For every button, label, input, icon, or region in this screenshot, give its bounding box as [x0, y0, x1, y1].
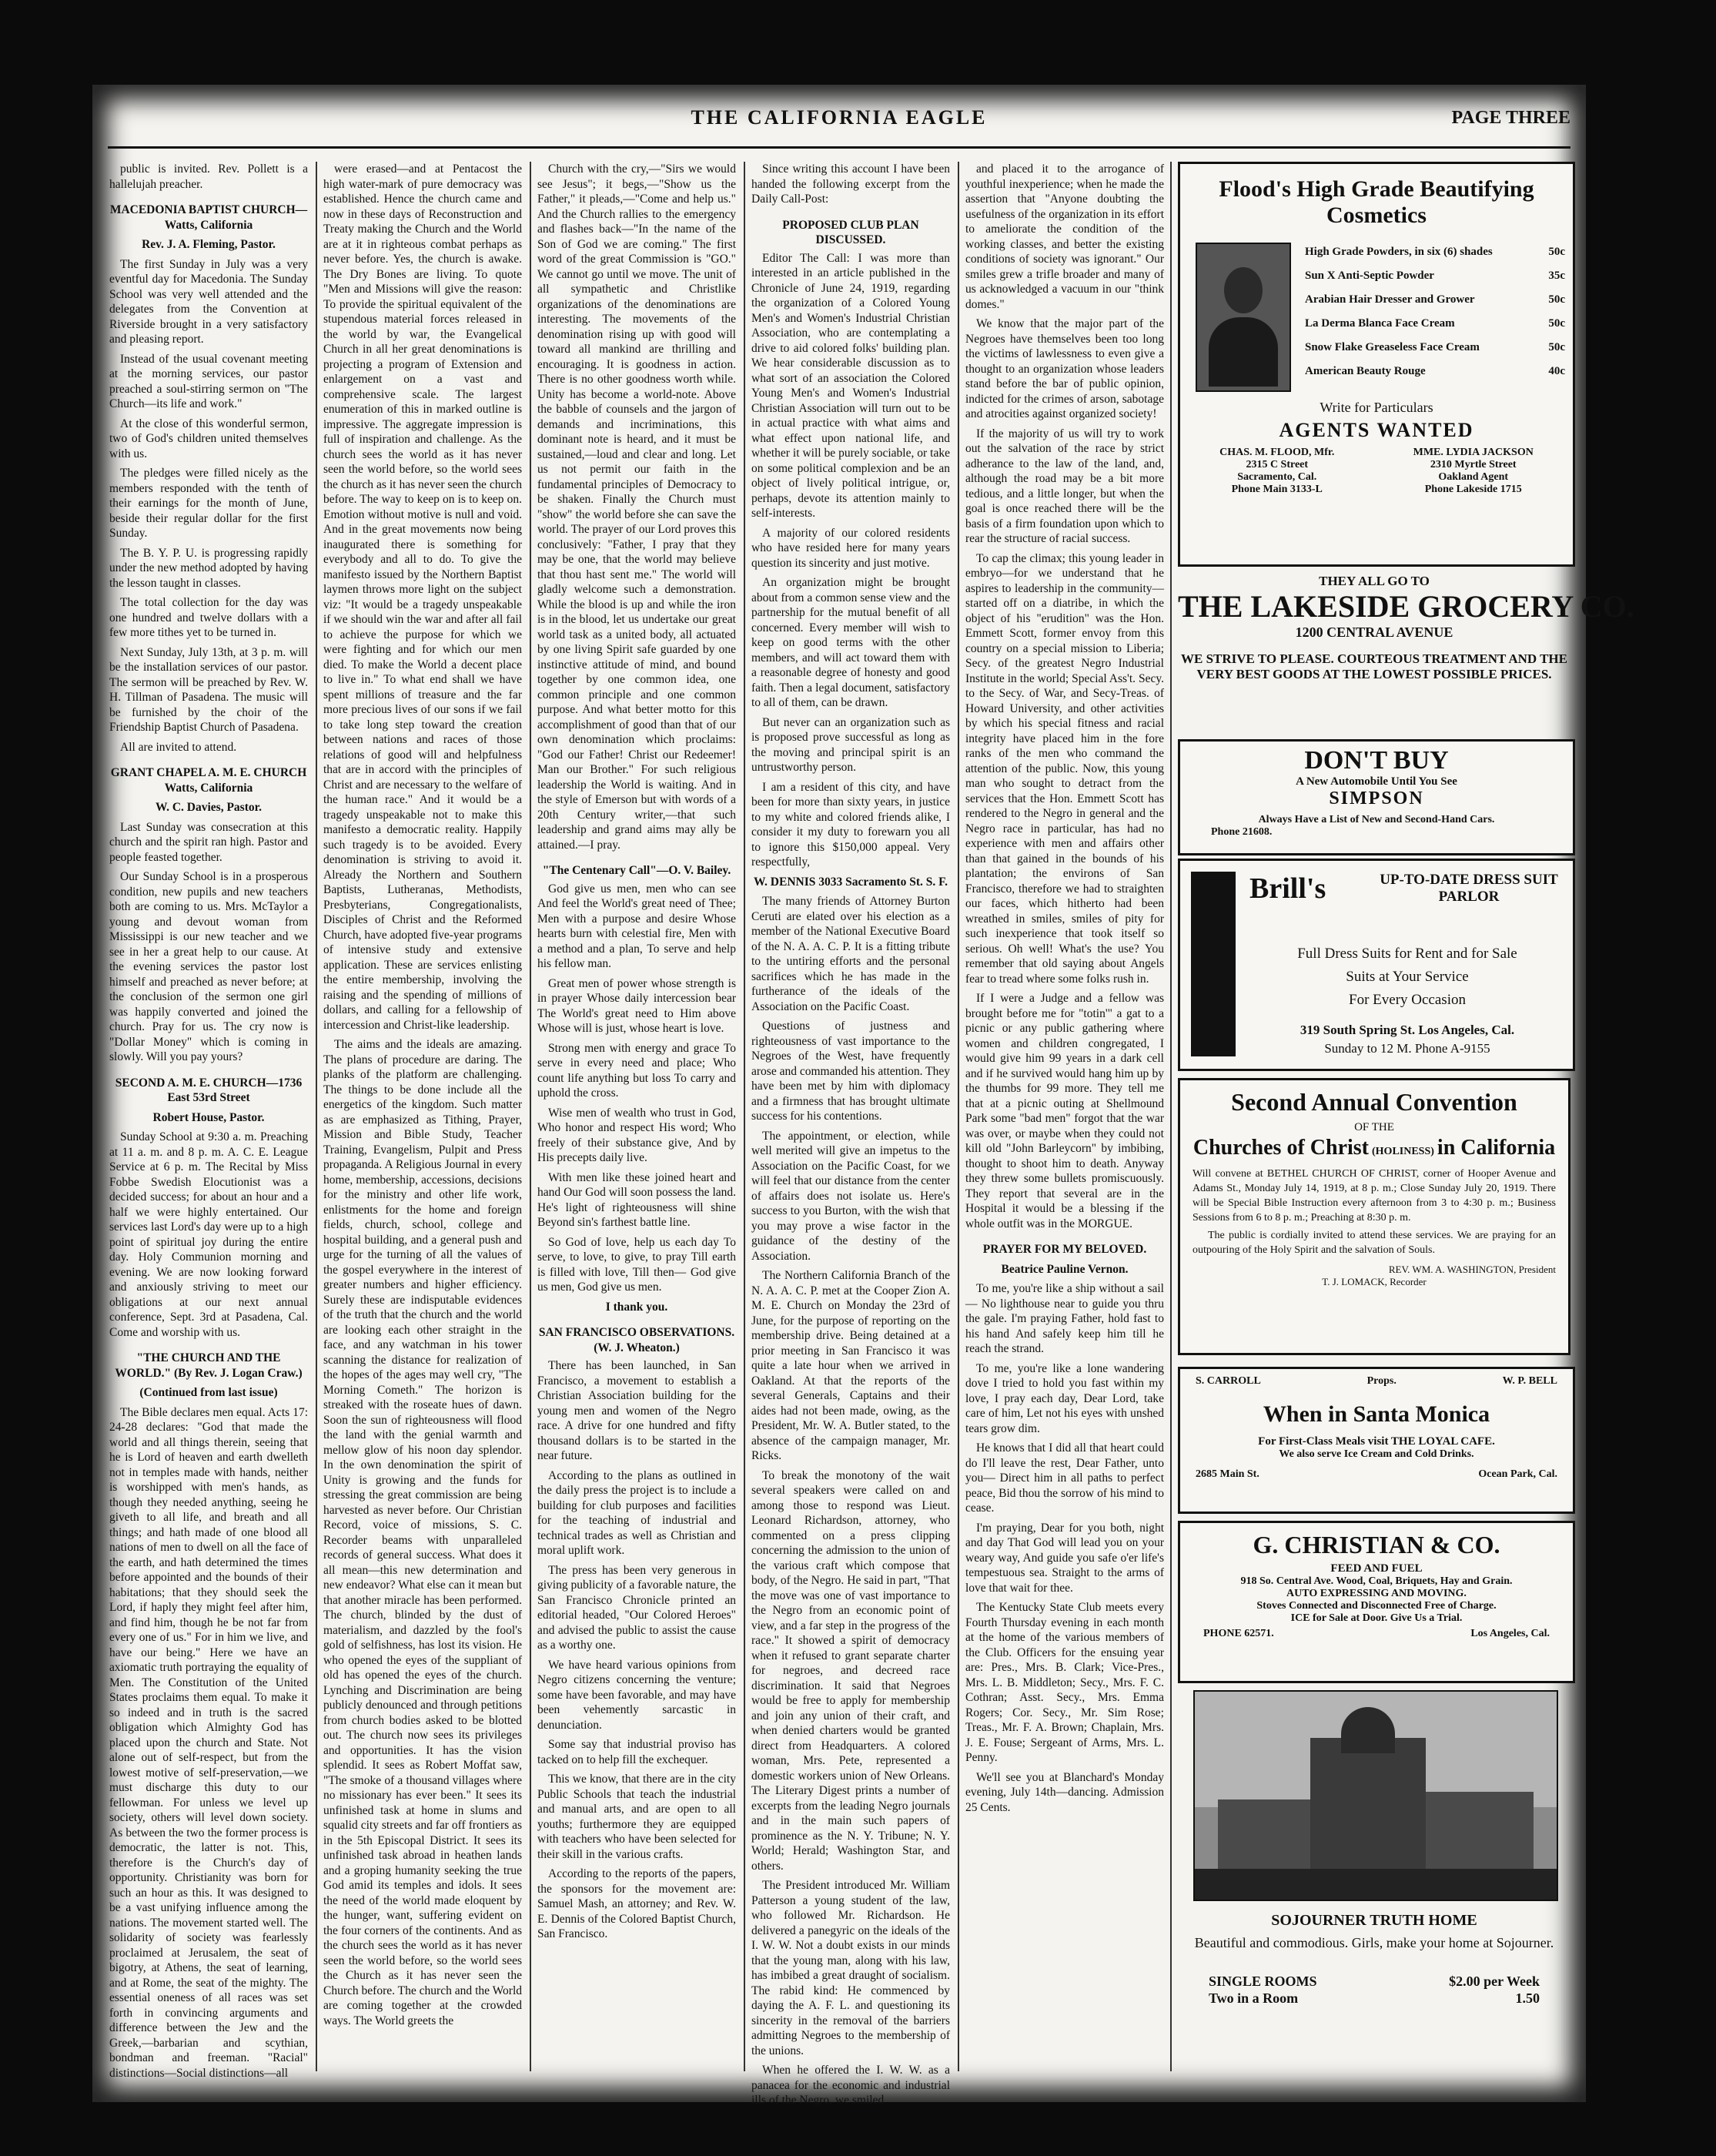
article-paragraph: The Bible declares men equal. Acts 17: 24-28 declares: "God that made the world and all things therein, seeing that he is Lord of heaven and earth dwelleth not in temples made with hands, neither is worshipped with men's hands, as though they needed anything, seeing he giveth to all life, and breath and all things; and hath made of one blood all nations of men to dwell on all the face of the earth, and hath determined the times before appointed and the bounds of their habitations; that they should seek the Lord, if haply they might feel after him, and find him, though he be not far from every one of us." For in him we live, and have our being." Here we have an axiomatic truth portraying the equality of Men. The Constitution of the United States proclaims them equal. To make it so indeed and in truth is the sacred obligation which Almighty God has placed upon the church and State. Not alone out of self-respect, but from the lowest motive of self-preservation,—we must discharge this duty to our fellowman. For unless we level up society, others will level down society. As between the two the former process is democratic, the latter is not. This, therefore is the Church's day of opportunity. Christianity was born for such an hour as this. It was designed to be a vast unifying influence among the nations. The movement started well. The solidarity of society was fearlessly proclaimed at Jerusalem, the seat of bigotry, at Athens, the seat of learning, and at Rome, the seat of the mighty. The essential oneness of all races was set forth in convincing arguments and difference between the Jew and the Greek,—barbarian and scythian, bondman and freeman. "Racial" distinctions—Social distinctions—all	[109, 1405, 308, 2080]
column-4	[751, 162, 950, 2107]
article-paragraph: With men like these joined heart and hand Our God will soon possess the land. He's light of righteousness will shine Beyond sin's farthest battle line.	[537, 1170, 736, 1229]
contact-line: 2310 Myrtle Street	[1430, 459, 1517, 470]
ad-line: Stoves Connected and Disconnected Free of Charge.	[1256, 1600, 1497, 1612]
article-paragraph: But never can an organization such as is proposed prove successful as long as the moving and principal spirit is an untrustworthy person.	[751, 715, 950, 774]
article-paragraph: We know that the major part of the Negroes have themselves been too long the victims of lawlessness to even give a thought to an organization whose leaders stand before the bar of public opinion, indicted for the crimes of arson, sabotage and atrocities against organized society!	[965, 317, 1164, 420]
article-paragraph: We'll see you at Blanchard's Monday evening, July 14th—dancing. Admission 25 Cents.	[965, 1770, 1164, 1814]
contact-line: Sacramento, Cal.	[1237, 471, 1317, 483]
masthead: THE CALIFORNIA EAGLE	[691, 106, 988, 129]
article-paragraph: Last Sunday was consecration at this church and the spirit ran high. Pastor and people feasted together.	[109, 820, 308, 864]
grocery-tagline: WE STRIVE TO PLEASE. COURTEOUS TREATMENT AND THE VERY BEST GOODS AT THE LOWEST POSSIBLE PRICES.	[1181, 651, 1567, 681]
home-name: SOJOURNER TRUTH HOME	[1271, 1912, 1477, 1929]
ad-line: OF THE	[1354, 1121, 1394, 1133]
article-paragraph: The aims and the ideals are amazing. The plans of procedure are daring. The planks of the platform are challenging. The things to be done include all the energetics of the kingdom. Such matter as are emphasized as Tithing, Prayer, Mission and Bible Study, Teacher Training, Evangelism, Pulpit and Press propaganda. A Religious Journal in every home, membership, accessions, decisions for the ministry and other life work, enlistments for the home and foreign fields, church, school, college and hospital building, and a general push and urge for the turning of all the values of the gospel everywhere in the interest of greater numbers and higher efficiency. Surely these are indisputable evidences of the truth that the church and the world are looking each other straight in the face, and any watchman in his tower scanning the distance for realization of the hopes of the ages may well cry, "The Morning Cometh." The horizon is streaked with the roseate hues of dawn. Soon the sun of righteousness will flood the land with the genial warmth and mellow glow of his noon day splendor. In the own denomination the spirit of Unity is growing and the funds for stressing the great commission are being harvested as never before. Our Christian Record, voice of missions, S. C. Recorder beams with unparalleled records of general success. What does it all mean—this new determination and new endeavor? What else can it mean but that another miracle has been performed. The church, blinded by the dust of materialism, and dazzled by the fool's gold of selfishness, has lost its vision. He who opened the eyes of the suppliant of old has opened the eyes of the church. Lynching and Discrimination are being publicly denounced and through petitions from church bodies asked to be blotted out. The church now sees its privileges and opportunities. It has the vision splendid. It sees as Robert Moffat saw, "The smoke of a thousand villages where no missionary has ever been." It sees its unfinished task at home in slums and squalid city streets and far off frontiers as in the 5th Episcopal District. It sees its unfinished task abroad in heathen lands and a groping humanity seeking the true God amid its temples and idols. It sees the need of the world made eloquent by the hunger, want, suffering evident on the four corners of the continents. And as the church sees the world as it has never seen the world before, so the world sees the Church as it has never seen the Church before. The church and the World are coming together at the crowded ways. The World greets the	[323, 1038, 522, 2027]
product-price: 35c	[1548, 270, 1565, 282]
church-location: in California	[1437, 1136, 1556, 1160]
product-name: High Grade Powders, in six (6) shades	[1305, 246, 1493, 258]
article-paragraph: The Kentucky State Club meets every Fourth Thursday evening in each month at the home of the various members of the Club. Officers for the ensuing year are: Pres., Mrs. B. Clark; Vice-Pres., Mrs. L. B. Middleton; Secy., Mrs. F. C. Cothran; Asst. Secy., Mrs. Emma Rogers; Cor. Secy., Mr. Sim Rose; Treas., Mr. F. A. Brown; Chaplain, Mrs. J. E. Fouse; Sergeant of Arms, Mrs. L. Penny.	[965, 1601, 1164, 1764]
product-name: American Beauty Rouge	[1305, 365, 1426, 377]
article-paragraph: The Northern California Branch of the N. A. A. C. P. met at the Cooper Zion A. M. E. Church on Monday the 23rd of June, for the purpose of reporting on the membership drive. Being detained at a prior meeting in San Francisco it was quite a late hour when we arrived in Oakland. At that the reports of the several Generals, Captains and their aides had not been made, owing, as the President, Mr. W. A. Butler stated, to the absence of the campaign manager, Mr. Ricks.	[751, 1269, 950, 1462]
article-paragraph: According to the plans as outlined in the daily press the project is to include a building for club purposes and facilities for the teaching of industrial and technical trades as well as Christian and moral uplift work.	[537, 1468, 736, 1557]
article-paragraph: The first Sunday in July was a very eventful day for Macedonia. The Sunday School was very well attended and the delegates from the Convention at Riverside brought in a very satisfactory and pleasing report.	[109, 257, 308, 346]
article-paragraph: and placed it to the arrogance of youthful inexperience; when he made the assertion that "Anyone doubting the usefulness of the organization in its effort to ameliorate the condition of the working classes, and better the existing conditions of society was ignorant." Our smiles grew a trifle broader and many of us acknowledged a vacuum in our "think domes."	[965, 162, 1164, 311]
article-paragraph: When he offered the I. W. W. as a panacea for the economic and industrial ills of the Negro, we smiled	[751, 2064, 950, 2107]
simpson-name: SIMPSON	[1329, 788, 1424, 808]
product-price: 50c	[1548, 317, 1565, 330]
contact-line: 2315 C Street	[1246, 459, 1309, 470]
phone: Phone 21608.	[1211, 826, 1273, 838]
article-paragraph: To me, you're like a ship without a sail— No lighthouse near to guide you thru the gale. I'm praying Father, hold fast to his hand And safely keep him till he reach the strand.	[965, 1282, 1164, 1355]
building-photo	[1193, 1690, 1558, 1901]
brills-hours: Sunday to 12 M. Phone A-9155	[1324, 1041, 1490, 1056]
christian-phone: PHONE 62571.	[1203, 1628, 1274, 1639]
room-type: Two in a Room	[1209, 1990, 1299, 2006]
article-byline: Robert House, Pastor.	[152, 1110, 265, 1124]
article-paragraph: The appointment, or election, while well merited will give an impetus to the Association on the Pacific Coast, for we will feel that our distance from the center of affairs does not isolate us. Here's success to you Burton, with the wish that you may prove a wise factor in the guidance of the destiny of the Association.	[751, 1129, 950, 1263]
ad-floods-cosmetics	[1178, 162, 1575, 567]
product-name: La Derma Blanca Face Cream	[1305, 317, 1455, 330]
newspaper-page	[92, 85, 1634, 2107]
article-byline: Rev. J. A. Fleming, Pastor.	[142, 238, 276, 251]
contact-line: Phone Lakeside 1715	[1424, 484, 1522, 495]
price-list	[1297, 235, 1573, 392]
article-byline: W. C. Davies, Pastor.	[156, 801, 262, 814]
brills-headline: UP-TO-DATE DRESS SUIT PARLOR	[1380, 872, 1558, 905]
ad-line: We also serve Ice Cream and Cold Drinks.	[1279, 1448, 1474, 1460]
ad-line: FEED AND FUEL	[1330, 1562, 1423, 1575]
convention-body: Will convene at BETHEL CHURCH OF CHRIST, corner of Hooper Avenue and Adams St., Monday July 14, 1919, at 8 p. m.; Close Sunday July 20, 1919. There will be Special Bible Instruction every afternoon from 3 to 4:30 p. m.; Business Sessions from 6 to 8 p. m.; Preaching at 8:30 p. m.	[1193, 1168, 1556, 1224]
product-price: 40c	[1548, 365, 1565, 377]
column-2	[323, 162, 522, 2071]
article-paragraph: At the close of this wonderful sermon, two of God's children united themselves with us.	[109, 417, 308, 460]
convention-invite: The public is cordially invited to attend these services. We are praying for an outpouring of the Holy Spirit and the salvation of Souls.	[1193, 1230, 1556, 1256]
ad-loyal-cafe	[1178, 1367, 1575, 1514]
article-paragraph: If I were a Judge and a fellow was brought before me for "totin'" a gat to a picnic or any public gathering where women and children congregated, I would give him 99 years in a dark cell and if he survived would hang him up by the thumbs for 99 more. They tell me that at a picnic outing at Shellmound Park some "bad men" forgot that the war was over, or maybe when they could not kill old "John Barleycorn" by imbibing, thought to shoot him to death. Anyway they threw some bullets promiscuously. They report that several are in the Hospital it would be a blessing if the whole outfit was in the MORGUE.	[965, 992, 1164, 1230]
christian-name: G. CHRISTIAN & CO.	[1253, 1531, 1500, 1558]
manufacturer-info	[1219, 447, 1334, 496]
article-paragraph: The total collection for the day was one hundred and twelve dollars with a few more tithes yet to be turned in.	[109, 596, 308, 639]
christian-city: Los Angeles, Cal.	[1470, 1628, 1550, 1639]
brills-address: 319 South Spring St. Los Angeles, Cal.	[1300, 1023, 1515, 1037]
price-row	[1297, 270, 1573, 283]
ad-convention	[1178, 1078, 1570, 1355]
contact-line: Oakland Agent	[1438, 471, 1509, 483]
cafe-headline: When in Santa Monica	[1263, 1401, 1490, 1427]
article-heading: SAN FRANCISCO OBSERVATIONS. (W. J. Wheaton.)	[538, 1326, 735, 1354]
price-row	[1297, 341, 1573, 354]
article-paragraph: To me, you're like a lone wandering dove I tried to hold you fast within my love, I pray each day, Dear Lord, take care of him, Let not his eyes with unshed tears grow dim.	[965, 1361, 1164, 1435]
agents-wanted: AGENTS WANTED	[1279, 419, 1474, 441]
article-byline: Beatrice Pauline Vernon.	[1001, 1262, 1129, 1276]
article-paragraph: The B. Y. P. U. is progressing rapidly under the new method adopted by having the lesson taught in classes.	[109, 546, 308, 590]
brills-brand: Brill's	[1249, 872, 1326, 905]
home-description: Beautiful and commodious. Girls, make your home at Sojourner.	[1194, 1935, 1554, 1950]
article-heading: PRAYER FOR MY BELOVED.	[982, 1243, 1147, 1256]
ad-simpson	[1178, 739, 1575, 855]
article-paragraph: So God of love, help us each day To serve, to love, to give, to pray Till earth is filled with love, Till then— God give us men, God give us men.	[537, 1235, 736, 1294]
article-paragraph: An organization might be brought about from a common sense view and the partnership for the mutual benefit of all concerned. Every member will wish to keep on good terms with the other members, and will act toward them with a reasonable degree of honesty and good faith. Then a legal document, satisfactory to all of them, can be drawn.	[751, 576, 950, 709]
ad-g-christian	[1178, 1521, 1575, 1683]
product-price: 50c	[1548, 293, 1565, 306]
portrait-photo	[1196, 243, 1291, 392]
ad-line: 918 So. Central Ave. Wood, Coal, Briquets, Hay and Grain.	[1240, 1575, 1513, 1587]
price-row	[1297, 293, 1573, 306]
article-paragraph: Instead of the usual covenant meeting at the morning services, our pastor preached a soul-stirring sermon on "The Church—its life and work."	[109, 352, 308, 410]
product-price: 50c	[1548, 246, 1565, 258]
ad-line: Full Dress Suits for Rent and for Sale	[1297, 946, 1517, 962]
ad-top: THEY ALL GO TO	[1319, 574, 1430, 588]
contact-line: Phone Main 3133-L	[1231, 484, 1323, 495]
article-heading: SECOND A. M. E. CHURCH—1736 East 53rd Street	[115, 1076, 303, 1104]
column-5	[965, 162, 1164, 2071]
article-paragraph: There has been launched, in San Francisco, a movement to establish a Christian Association building for the young men and women of the Negro race. A drive for one hundred and fifty thousand dollars is to be started in the near future.	[537, 1359, 736, 1462]
article-paragraph: Our Sunday School is in a prosperous condition, new pupils and new teachers both are coming to us. Mrs. McTaylor a young and devout woman from Mississippi is our new teacher and we see in her a great help to our cause. At the evening services the pastor lost himself and preached as never before; at the conclusion of the sermon one girl was happily converted and joined the church. Pray for us. The cry now is "Dollar Money" which is coming in slowly. Will you pay yours?	[109, 870, 308, 1063]
ad-line: AUTO EXPRESSING AND MOVING.	[1286, 1588, 1467, 1599]
ad-line: For Every Occasion	[1349, 992, 1466, 1008]
article-paragraph: Sunday School at 9:30 a. m. Preaching at 11 a. m. and 8 p. m. A. C. E. League Service at 6 p. m. The Recital by Miss Fobbe Swedish Elocutionist was a decided success; for about an hour and a half we were highly entertained. Our services last Lord's day were up to a high point of spiritual joy during the entire day. Holy Communion morning and evening. We are now looking forward and anxiously striving to meet our obligations at our next annual conference, Sept. 3rd at Pasadena, Cal. Come and worship with us.	[109, 1130, 308, 1339]
article-paragraph: According to the reports of the papers, the sponsors for the movement are: Samuel Mash, an attorney; and Rev. W. E. Dennis of the Colored Baptist Church, San Francisco.	[537, 1867, 736, 1940]
ad-line: A New Automobile Until You See	[1296, 775, 1457, 788]
column-rule	[1170, 162, 1172, 2071]
article-paragraph: The pledges were filled nicely as the members responded with the tenth of their earnings for the month of June, beside their regular dollar for the first Sunday.	[109, 467, 308, 540]
dont-buy: DON'T BUY	[1304, 746, 1449, 775]
decorative-bar	[1191, 872, 1236, 1056]
room-price: 1.50	[1515, 1990, 1540, 2006]
page-number: PAGE THREE	[1451, 108, 1570, 128]
ad-line: Always Have a List of New and Second-Hand Cars.	[1258, 814, 1495, 825]
church-name: Churches of Christ	[1193, 1136, 1369, 1160]
article-paragraph: Church with the cry,—"Sirs we would see Jesus"; it begs,—"Show us the Father," it pleads,—"Come and help us." And the Church rallies to the emergency and flashes back—"In the name of the Son of God we are coming." The first word of the great Commission is "GO." We cannot go until we move. The unit of all sympathetic and Christlike organizations of the denominations are interesting. The movements of the denomination rising up with good will toward all mankind are thrilling and encouraging. It is goodness in action. There is no other goodness worth while. Unity has become a world-note. Above the babble of counsels and the jargon of demands and incriminations, this dominant note is heard, and it must be sustained,—loud and clear and long. Let us not permit our faith in the fundamental principles of Democracy to be shaken. Finally the Church must "show" the world before she can save the world. The prayer of our Lord proves this conclusively: "Father, I pray that they may be one, that the world may believe that thou hast sent me." The world will gladly welcome such a demonstration. While the blood is up and while the iron is in the blood, let us undertake our great world task as a united body, all actuated by one living Spirit safe guarded by one instinctive attitude of mind, and bound together by one common idea, one common principle and one common purpose. And what better motto for this accomplishment of good than that of our own denomination which proclaims: "God our Father! Christ our Redeemer! Man our Brother." For such religious leadership the World is waiting. And in the style of Emerson but with words of a 20th Century writer,—that such leadership and grand aims may ally be attained.—I pray.	[537, 162, 736, 852]
article-heading: MACEDONIA BAPTIST CHURCH—Watts, California	[109, 203, 308, 232]
ad-line: ICE for Sale at Door. Give Us a Trial.	[1290, 1612, 1463, 1624]
product-name: Snow Flake Greaseless Face Cream	[1305, 341, 1480, 353]
ad-line: For First-Class Meals visit THE LOYAL CAFE.	[1258, 1435, 1495, 1448]
cafe-city: Ocean Park, Cal.	[1478, 1468, 1557, 1480]
contact-line: CHAS. M. FLOOD, Mfr.	[1219, 447, 1335, 458]
article-paragraph: All are invited to attend.	[120, 740, 237, 754]
article-heading: "The Centenary Call"—O. V. Bailey.	[542, 864, 731, 877]
article-byline: I thank you.	[605, 1300, 668, 1314]
column-rule	[744, 162, 745, 2071]
grocery-address: 1200 CENTRAL AVENUE	[1295, 624, 1453, 640]
article-paragraph: God give us men, men who can see And feel the World's great need of Thee; Men with a purpose and desire Whose hearts burn with celestial fire, Men with a method and a plan, To serve and help his fellow man.	[537, 882, 736, 970]
article-byline: W. DENNIS 3033 Sacramento St. S. F.	[753, 875, 948, 889]
product-name: Arabian Hair Dresser and Grower	[1305, 293, 1475, 306]
article-paragraph: The many friends of Attorney Burton Ceruti are elated over his election as a member of the National Executive Board of the N. A. A. C. P. It is a fitting tribute to the untiring efforts and the personal sacrifices which he has made in the furtherance of the ideals of the Association on the Pacific Coast.	[751, 895, 950, 1013]
column-1	[109, 162, 308, 2080]
product-price: 50c	[1548, 341, 1565, 353]
article-paragraph: Next Sunday, July 13th, at 3 p. m. will be the installation services of our pastor. The sermon will be preached by Rev. W. H. Tillman of Pasadena. The music will be furnished by the choir of the Friendship Baptist Church of Pasadena.	[109, 645, 308, 734]
ad-line: Suits at Your Service	[1346, 969, 1469, 985]
page-header	[108, 100, 1570, 149]
article-paragraph: Since writing this account I have been handed the following excerpt from the Daily Call-Post:	[751, 162, 950, 206]
price-row	[1297, 317, 1573, 330]
article-paragraph: Strong men with energy and grace To serve in every need and place; Who count life anything but loss To carry and uphold the cross.	[537, 1041, 736, 1100]
article-paragraph: This we know, that there are in the city Public Schools that teach the industrial and manual arts, and are open to all youths; furthermore they are equipped with teachers who have been selected for their skill in the various crafts.	[537, 1773, 736, 1861]
article-paragraph: Some say that industrial proviso has tacked on to help fill the exchequer.	[537, 1738, 736, 1766]
ad-brills	[1178, 859, 1575, 1071]
ad-sojourner-truth	[1178, 1690, 1570, 2006]
article-paragraph: A majority of our colored residents who have resided here for many years question its sincerity and just motive.	[751, 526, 950, 570]
article-paragraph: The President introduced Mr. William Patterson a young student of the law, who followed Mr. Richardson. He delivered a panegyric on the ideals of the I. W. W. Not a doubt exists in our minds that the young man, along with his law, has imbibed a great draught of socialism. The rabid kind: He commenced by daying the A. F. L. and questioning its sincerity in the removal of the barriers admitting Negroes to the membership of the unions.	[751, 1879, 950, 2057]
article-paragraph: Questions of justness and righteousness of vast importance to the Negroes of the West, have frequently arose and commanded his attention. They have been met by him with diplomacy and a firmness that has brought ultimate success for his contentions.	[751, 1019, 950, 1123]
grocery-name: THE LAKESIDE GROCERY CO.	[1178, 589, 1634, 624]
article-heading: "THE CHURCH AND THE WORLD." (By Rev. J. Logan Craw.)	[115, 1351, 303, 1380]
cafe-address: 2685 Main St.	[1196, 1468, 1259, 1480]
article-paragraph: He knows that I did all that heart could do I'll leave the rest, Dear Father, unto you— Direct him in all paths to perfect peace, Bid thou the sorrow of his mind to cease.	[965, 1441, 1164, 1515]
holiness-label: (HOLINESS)	[1372, 1146, 1434, 1157]
article-paragraph: I am a resident of this city, and have been for more than sixty years, in justice to my white and colored friends alike, I consider it my duty to forewarn you all to ignore this $150,000 appeal. Very respectfully,	[751, 780, 950, 869]
article-paragraph: The press has been very generous in giving publicity of a favorable nature, the San Francisco Chronicle printed an editorial headed, "Our Colored Heroes" and advised the public to assist the cause as a worthy one.	[537, 1563, 736, 1652]
write-line: Write for Particulars	[1320, 400, 1433, 415]
ad-title: Flood's High Grade Beautifying Cosmetics	[1219, 176, 1534, 228]
article-paragraph: Editor The Call: I was more than interested in an article published in the Chronicle of June 24, 1919, regarding the organization of a Colored Young Men's and Women's Industrial Christian Association, who are contemplating a drive to aid colored folks' building plan. We hear considerable discussion as to what sort of an association the Colored Young Men's and Women's Industrial Christian Association will turn out to be in actual practice with what aims and what effect upon national life, and whether it will be purely sociable, or take on some political complexion and be an object of lively political intrigue, or, perhaps, devote its attention mainly to self-interests.	[751, 251, 950, 520]
article-paragraph: I'm praying, Dear for you both, night and day That God will lead you on your weary way, And guide you safe o'er life's tempestuous sea. Straight to the arms of love that wait for thee.	[965, 1521, 1164, 1595]
article-heading: PROPOSED CLUB PLAN DISCUSSED.	[782, 218, 919, 246]
props-label: Props.	[1366, 1375, 1397, 1387]
column-rule	[958, 162, 959, 2071]
column-rule	[316, 162, 317, 2071]
column-3	[537, 162, 736, 2071]
article-paragraph: To break the monotony of the wait several speakers were called on and among those to respond was Lieut. Leonard Richardson, attorney, who commented on a press clipping concerning the admission to the union of the various craft which compose that body, of the Negro. He said in part, "That the move was one of vast importance to the Negro from an economic point of view, and a far step in the progress of the race." It showed a spirit of democracy when it refused to grant separate charter for negroes, and decreed race discrimination. It said that Negroes would be free to apply for membership and join any union of their craft, and when denied charters would be granted direct from Headquarters. A colored woman, Mrs. Pete, represented a domestic workers union of New Orleans. The Literary Digest prints a number of excerpts from the leading Negro journals and in the main such papers of prominence as the N. Y. Tribune; N. Y. World; Herald; Washington Star, and others.	[751, 1468, 950, 1873]
article-paragraph: To cap the climax; this young leader in embryo—for we understand that he aspires to leadership in the community—started off on a diatribe, in which the object of his "erudition" was the Hon. Emmett Scott, former envoy from this country on a special mission to Liberia; Secy. of the greatest Negro Industrial Institute in the world; Special Ass't. Secy. to the Secy. of War, and Secy-Treas. of Howard University, and other activities by which his special fitness and racial integrity have placed him in the fore ranks of the men who command the attention of the public. Now, this young man who sought to detract from the services that the Hon. Emmett Scott has rendered to the Negro in general and the Negro race in particular, has had no experience with men and affairs other than that gained in the bounds of his plantation; the environs of San Francisco, therefore we had to straighten our faces, which hitherto had been wreathed in smiles, smiles of pity for such inexperience that took itself so serious. Oh well! What's the use? You remember that old saying about Angels fear to tread where some folks rush in.	[965, 551, 1164, 986]
contact-line: MME. LYDIA JACKSON	[1413, 447, 1534, 458]
proprietor: S. CARROLL	[1196, 1375, 1261, 1387]
room-price: $2.00 per Week	[1449, 1974, 1540, 1989]
article-paragraph: We have heard various opinions from Negro citizens concerning the venture; some have been favorable, and may have been vehemently sarcastic in denunciation.	[537, 1658, 736, 1732]
product-name: Sun X Anti-Septic Powder	[1305, 270, 1434, 282]
room-type: SINGLE ROOMS	[1209, 1974, 1317, 1989]
proprietor: W. P. BELL	[1502, 1375, 1557, 1387]
article-heading: GRANT CHAPEL A. M. E. CHURCH Watts, California	[110, 766, 307, 795]
column-rule	[530, 162, 531, 2071]
agent-info	[1413, 447, 1534, 496]
signature: REV. WM. A. WASHINGTON, President	[1388, 1264, 1556, 1275]
article-paragraph: If the majority of us will try to work out the salvation of the race by strict adherance to the law of the land, and, although the road may be a bit more tedious, and a little longer, but when the goal is once reached there will be the basis of a firm foundation upon which to rear the structure of racial success.	[965, 427, 1164, 545]
article-paragraph: Great men of power whose strength is in prayer Whose daily intercession bear The World's great need to Him above Whose will is just, whose heart is love.	[537, 976, 736, 1035]
price-row	[1297, 246, 1573, 259]
article-byline: (Continued from last issue)	[139, 1386, 278, 1399]
article-paragraph: public is invited. Rev. Pollett is a hallelujah preacher.	[109, 162, 308, 191]
article-paragraph: were erased—and at Pentacost the high water-mark of pure democracy was established. Hence the church came and now in these days of Reconstruction and Treaty making the Church and the World are at it in righteous combat perhaps as never before. Yes, the church is awake. The Dry Bones are living. To quote "Men and Missions will give the reason: To provide the spiritual equivalent of the stupendous material forces released in the world by war, the Evangelical Church in all her great denominations is projecting a program of Extension and enlargement on a vast and comprehensive scale. The largest enumeration of this in marked outline is impressive. The aggregate impression is full of inspiration and challenge. As the church sees the world as it has never seen the world before, so the world sees the church as it has never seen the church before. The way to keep on is to keep on. Emotion without motive is null and void. And in the great movements now being inaugurated there is something for everybody and all to do. To give the manifesto issued by the Northern Baptist laymen throws more light on the subject viz: "It would be a tragedy unspeakable if we should win the war and after all fail to achieve the purpose for which we were fighting and for which our men died. To make the World a decent place to live in." To what end shall we have spent millions of treasure and the far more precious lives of our sons if we fail to take long step toward the creation between nations and races of those relations of good will and helpfulness that are in accord with the principles of Christ and are necessary to the welfare of the human race." And it would be a tragedy unspeakable not to make this manifesto a democratic reality. Happily such tragedy is to be avoided. Every denomination is striving to avoid it. Already the Northern and Southern Baptists, Lutheranas, Methodists, Presbyterians, Congregationalists, Disciples of Christ and the Reformed Church, have adopted five-year programs of intensive study and extensive application. These are services enlisting the entire membership, involving the raising and the spending of millions of dollars, and calling for a fellowship of intercession and Christ-like leadership.	[323, 162, 522, 1032]
convention-title: Second Annual Convention	[1231, 1088, 1517, 1116]
ad-lakeside-grocery	[1178, 574, 1634, 728]
price-row	[1297, 365, 1573, 378]
signature: T. J. LOMACK, Recorder	[1322, 1276, 1427, 1287]
article-paragraph: Wise men of wealth who trust in God, Who honor and respect His word; Who freely of their substance give, And by His precepts daily live.	[537, 1106, 736, 1164]
